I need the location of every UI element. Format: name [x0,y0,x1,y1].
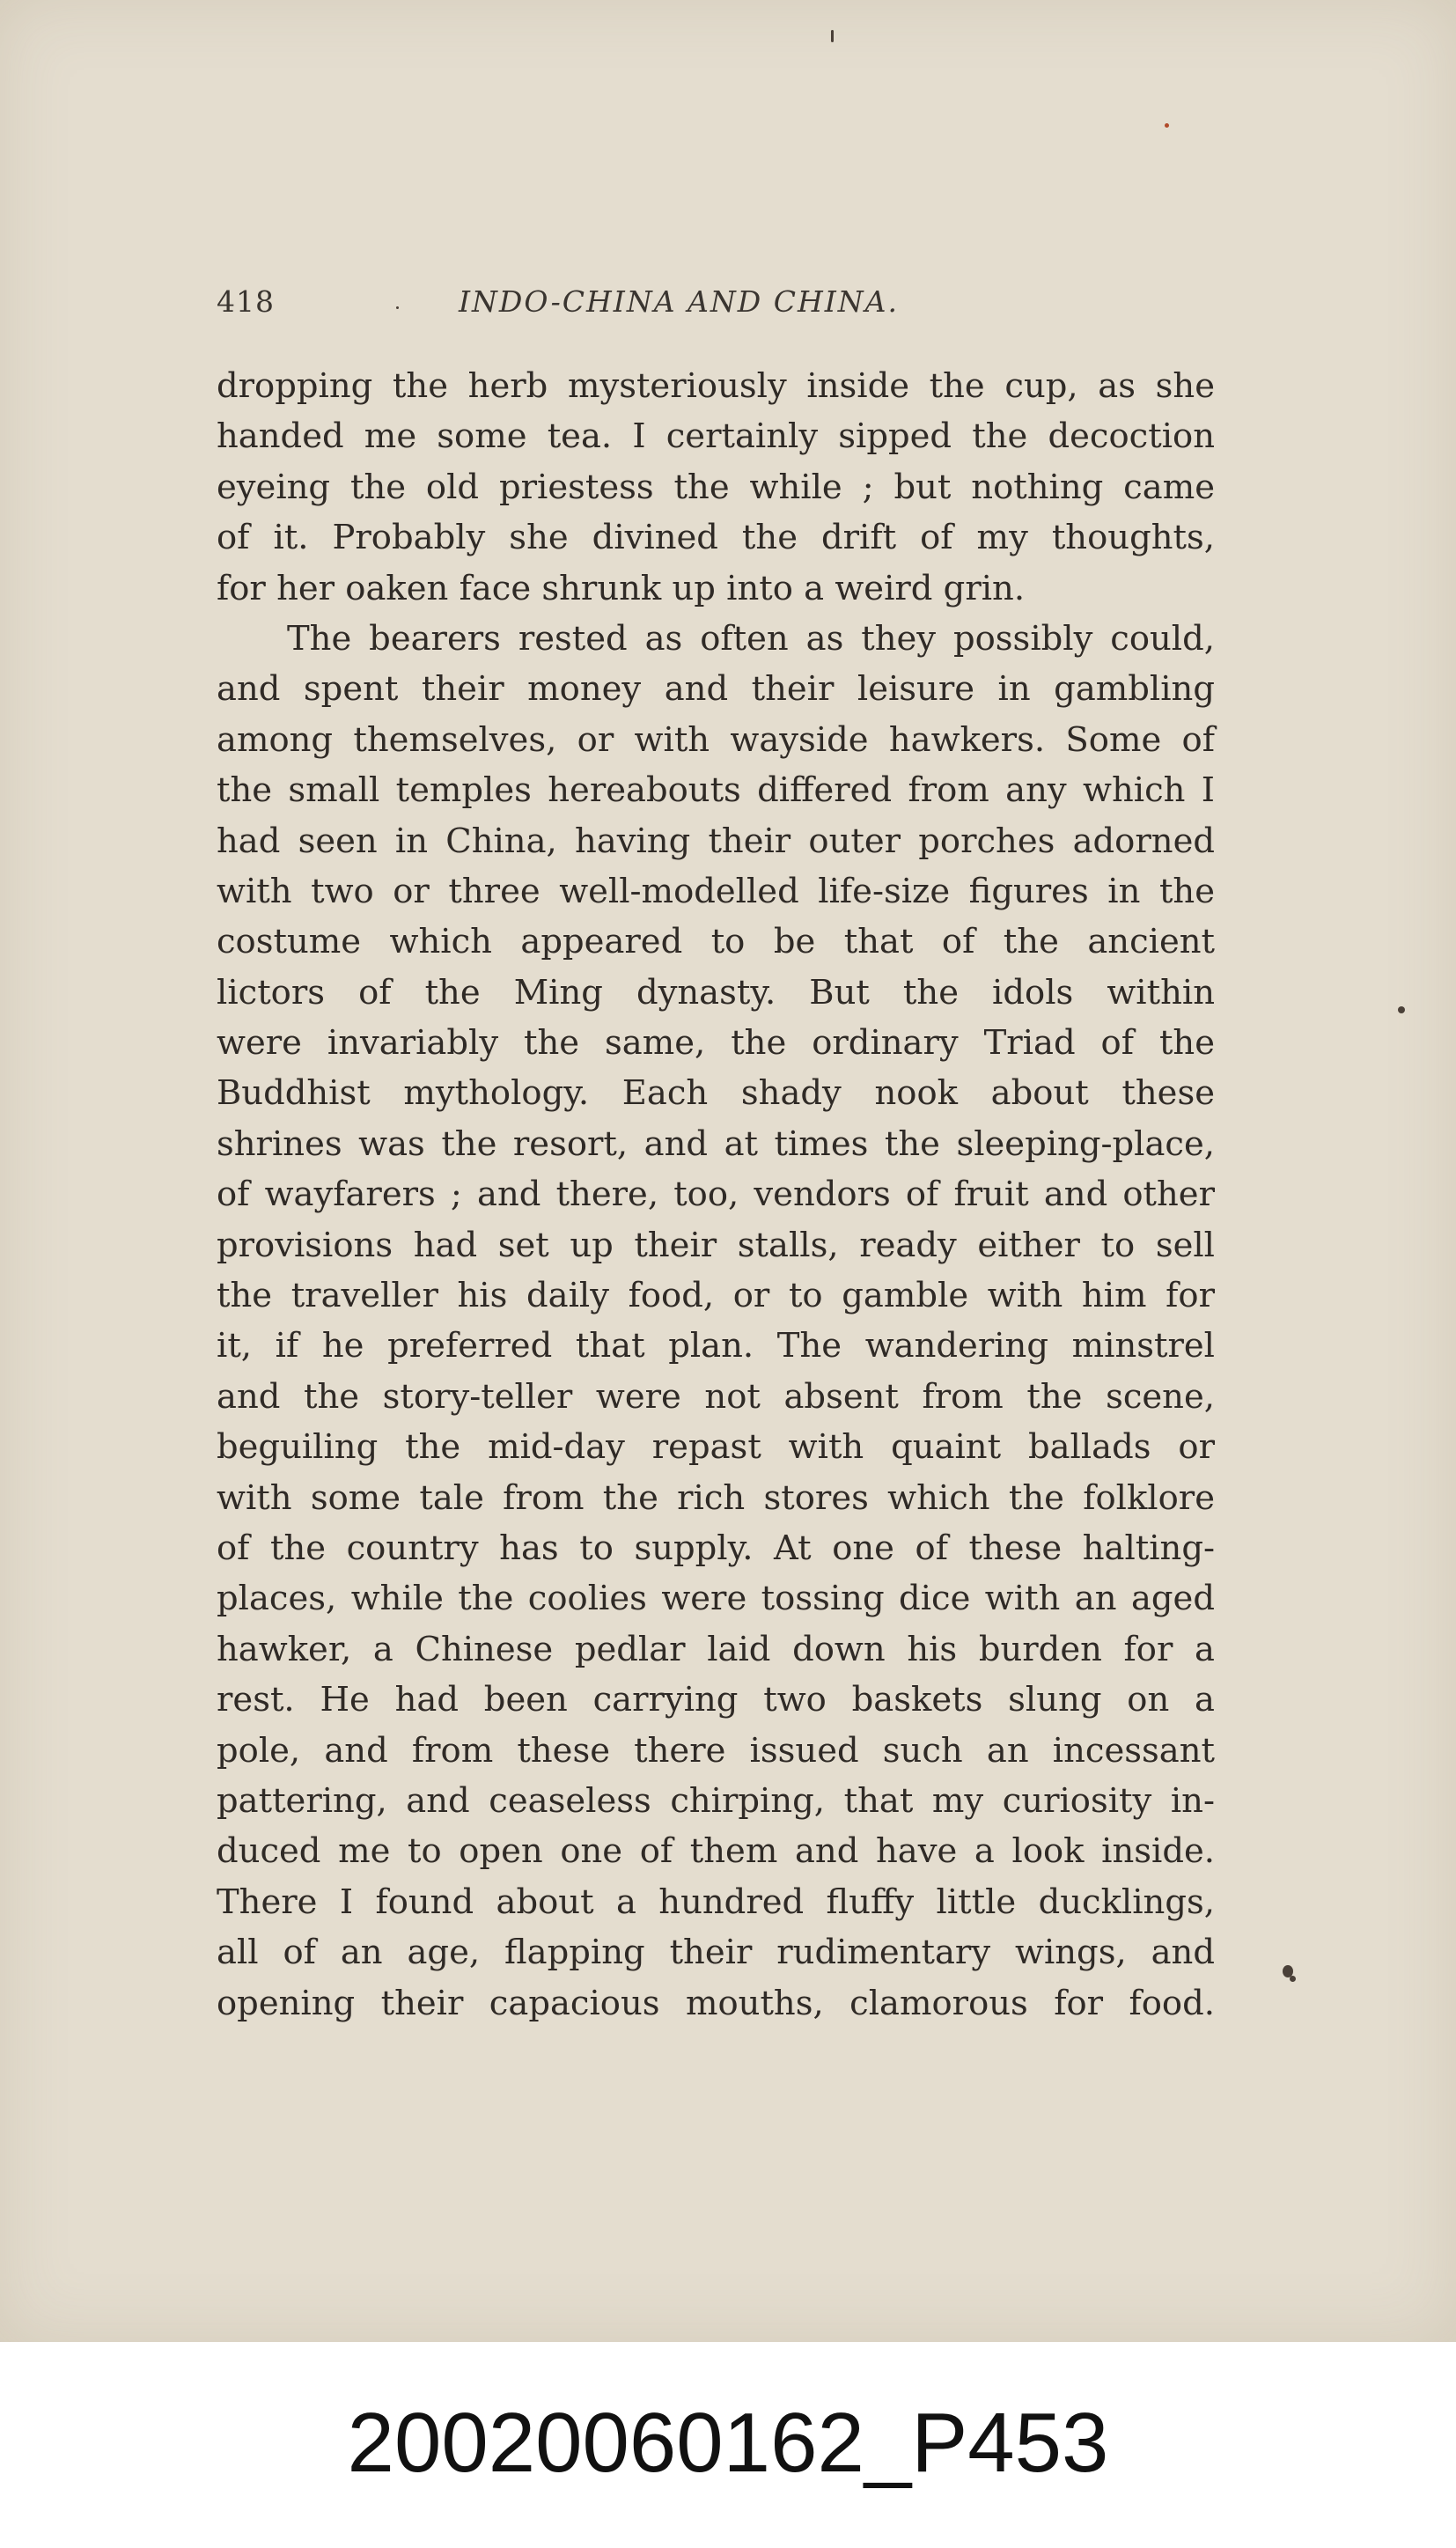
text-line: the small temples hereabouts differed from any which I [217,770,1215,811]
text-line: for her oaken face shrunk up into a weird grin. [217,568,1026,608]
body-text [217,361,1215,2029]
text-line: all of an age, flapping their rudimentary wings, and [217,1933,1215,1973]
paper-speck [1290,1976,1296,1982]
text-line: handed me some tea. I certainly sipped the decoction [217,416,1215,457]
page-number: 418 [217,284,275,319]
paper-speck [1398,1006,1405,1013]
text-line: of the country has to supply. At one of these halting- [217,1528,1215,1568]
text-line: There I found about a hundred fluffy little ducklings, [217,1882,1215,1922]
text-line: costume which appeared to be that of the ancient [217,922,1215,962]
text-line: eyeing the old priestess the while ; but nothing came [217,467,1215,507]
paper-speck [1165,123,1169,128]
paper-speck [831,30,834,42]
text-line: of it. Probably she divined the drift of my thoughts, [217,518,1215,558]
paragraph [217,361,1215,614]
text-line: with two or three well-modelled life-size figures in the [217,871,1215,911]
text-line: Buddhist mythology. Each shady nook about these [217,1073,1215,1114]
text-line: provisions had set up their stalls, ready either to sell [217,1225,1215,1265]
text-line: places, while the coolies were tossing dice with an aged [217,1579,1215,1619]
text-line: of wayfarers ; and there, too, vendors of fruit and other [217,1175,1215,1215]
text-line: hawker, a Chinese pedlar laid down his burden for a [217,1629,1215,1669]
text-line: beguiling the mid-day repast with quaint ballads or [217,1427,1215,1468]
text-line: rest. He had been carrying two baskets slung on a [217,1680,1215,1720]
paragraph [217,614,1215,2029]
running-header [217,280,1215,324]
catalog-id-caption: 20020060162_P453 [347,2396,1109,2490]
text-line: had seen in China, having their outer porches adorned [217,821,1215,861]
text-line: opening their capacious mouths, clamorous for food. [217,1983,1215,2023]
text-line: lictors of the Ming dynasty. But the idols within [217,972,1215,1013]
text-line: shrines was the resort, and at times the sleeping-place, [217,1123,1215,1164]
text-line: and the story-teller were not absent from the scene, [217,1376,1215,1417]
text-line: The bearers rested as often as they possibly could, [287,618,1215,659]
text-line: pattering, and ceaseless chirping, that my curiosity in- [217,1780,1215,1821]
text-line: pole, and from these there issued such an incessant [217,1730,1215,1771]
text-line: duced me to open one of them and have a look inside. [217,1831,1215,1872]
text-line: with some tale from the rich stores which the folklore [217,1477,1215,1518]
text-line: dropping the herb mysteriously inside the cup, as she [217,366,1215,406]
text-line: among themselves, or with wayside hawkers. Some of [217,719,1215,760]
running-title: INDO-CHINA AND CHINA. [459,284,899,319]
text-line: the traveller his daily food, or to gamble with him for [217,1276,1215,1316]
text-line: were invariably the same, the ordinary Triad of the [217,1023,1215,1064]
text-line: it, if he preferred that plan. The wandering minstrel [217,1326,1215,1366]
text-line: and spent their money and their leisure in gambling [217,669,1215,710]
